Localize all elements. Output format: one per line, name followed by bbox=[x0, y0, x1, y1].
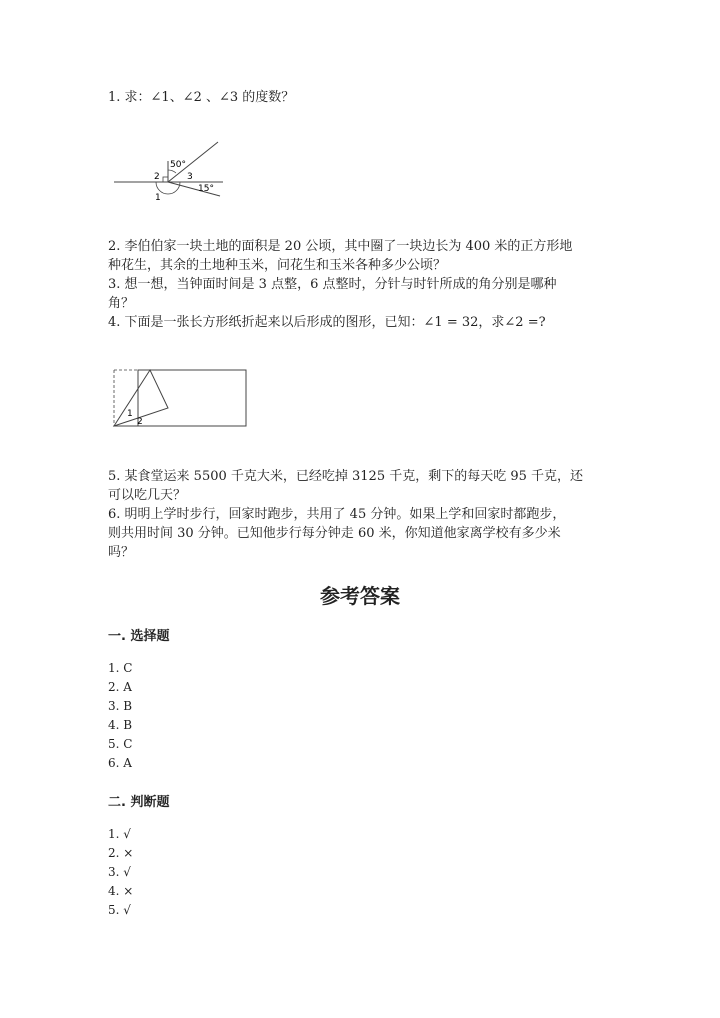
question-2-line-2: 种花生，其余的土地种玉米，问花生和玉米各种多少公顷？ bbox=[108, 258, 447, 273]
angle-50-label: 50° bbox=[170, 160, 186, 170]
choice-answer: 2. A bbox=[108, 680, 132, 694]
question-6-line-1: 6. 明明上学时步行，回家时跑步，共用了 45 分钟。如果上学和回家时都跑步， bbox=[108, 507, 566, 522]
judgment-answer: 2. × bbox=[108, 846, 134, 860]
judgment-answer: 4. × bbox=[108, 884, 134, 898]
question-2-line-1: 2. 李伯伯家一块土地的面积是 20 公顷，其中圈了一块边长为 400 米的正方形地 bbox=[108, 239, 573, 254]
question-4: 4. 下面是一张长方形纸折起来以后形成的图形，已知：∠1 = 32，求∠2 =? bbox=[108, 315, 546, 330]
angle-2-label: 2 bbox=[154, 172, 160, 182]
answers-title: 参考答案 bbox=[320, 584, 400, 608]
question-3-line-1: 3. 想一想，当钟面时间是 3 点整，6 点整时，分针与时针所成的角分别是哪种 bbox=[108, 277, 557, 292]
choice-answer: 5. C bbox=[108, 737, 133, 751]
judgment-answer: 5. √ bbox=[108, 903, 131, 917]
fold-angle-1-label: 1 bbox=[127, 409, 133, 419]
folded-rectangle-figure bbox=[108, 364, 253, 430]
choice-answer: 1. C bbox=[108, 661, 133, 675]
choice-answer: 4. B bbox=[108, 718, 133, 732]
angle-3-label: 3 bbox=[187, 172, 193, 182]
angle-figure bbox=[108, 136, 228, 206]
angle-15-label: 15° bbox=[198, 184, 214, 194]
question-6-line-2: 则共用时间 30 分钟。已知他步行每分钟走 60 米，你知道他家离学校有多少米 bbox=[108, 526, 561, 541]
question-5-line-2: 可以吃几天？ bbox=[108, 488, 187, 503]
question-1: 1. 求：∠1、∠2 、∠3 的度数？ bbox=[108, 90, 295, 105]
choice-answer: 6. A bbox=[108, 756, 132, 770]
question-6-line-3: 吗？ bbox=[108, 545, 135, 560]
angle-1-label: 1 bbox=[155, 193, 161, 203]
fold-angle-2-label: 2 bbox=[137, 417, 143, 427]
judgment-answer: 1. √ bbox=[108, 827, 131, 841]
section-judgment-heading: 二. 判断题 bbox=[108, 795, 170, 810]
choice-answer: 3. B bbox=[108, 699, 133, 713]
judgment-answer: 3. √ bbox=[108, 865, 131, 879]
question-5-line-1: 5. 某食堂运来 5500 千克大米，已经吃掉 3125 千克，剩下的每天吃 95 千克，还 bbox=[108, 469, 584, 484]
section-choice-heading: 一. 选择题 bbox=[108, 629, 170, 644]
question-3-line-2: 角？ bbox=[108, 296, 135, 311]
